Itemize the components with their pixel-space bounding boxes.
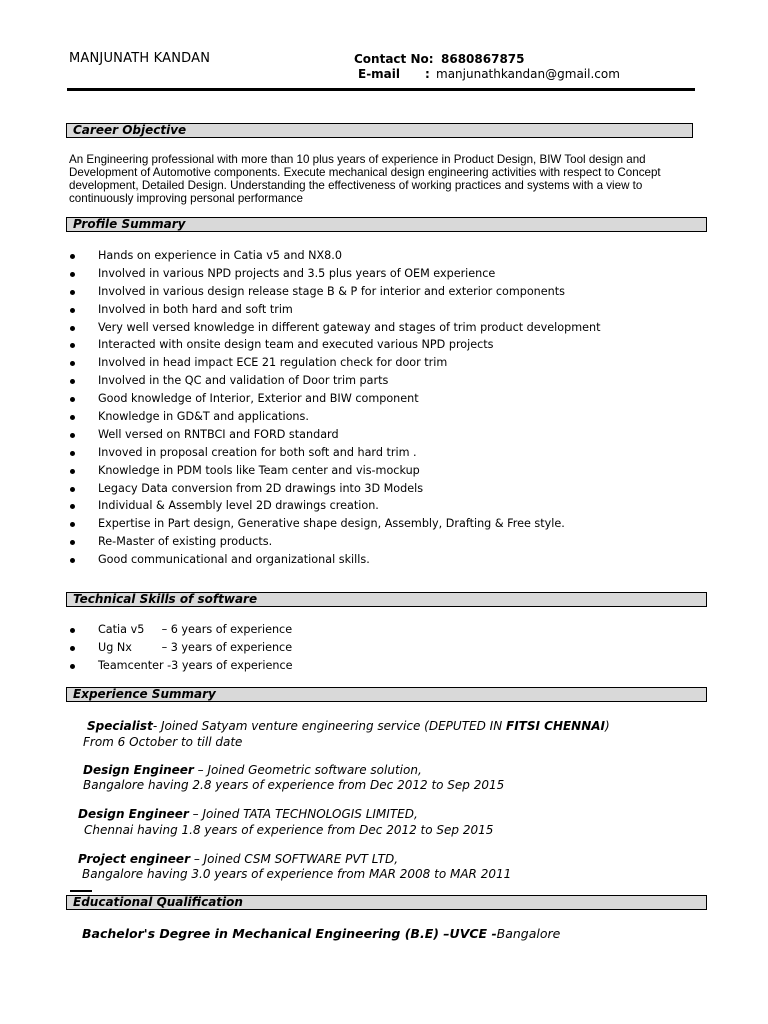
experience-3-line2: Chennai having 1.8 years of experience from Dec 2012 to Sep 2015 [84, 823, 494, 837]
list-item: Well versed on RNTBCI and FORD standard [68, 426, 600, 444]
bullet-icon [70, 361, 75, 366]
experience-1-line2: From 6 October to till date [83, 735, 243, 749]
list-item: Teamcenter -3 years of experience [68, 657, 293, 675]
bullet-icon [70, 558, 75, 563]
list-item: Involved in various NPD projects and 3.5 plus years of OEM experience [68, 265, 600, 283]
bullet-icon [70, 290, 75, 295]
list-item: Good communicational and organizational skills. [68, 551, 600, 569]
contact-label: Contact No: [354, 52, 434, 66]
experience-2-line2: Bangalore having 2.8 years of experience from Dec 2012 to Sep 2015 [83, 778, 505, 792]
bullet-icon [70, 487, 75, 492]
bullet-icon [70, 326, 75, 331]
bullet-icon [70, 415, 75, 420]
list-item: Involved in head impact ECE 21 regulation check for door trim [68, 354, 600, 372]
header-divider [67, 88, 695, 91]
list-item: Interacted with onsite design team and executed various NPD projects [68, 336, 600, 354]
list-item: Invoved in proposal creation for both soft and hard trim . [68, 444, 600, 462]
bullet-icon [70, 540, 75, 545]
list-item: Individual & Assembly level 2D drawings creation. [68, 497, 600, 515]
list-item: Expertise in Part design, Generative shape design, Assembly, Drafting & Free style. [68, 515, 600, 533]
education-heading: Educational Qualification [66, 895, 707, 910]
bullet-icon [70, 628, 75, 633]
experience-4-line2: Bangalore having 3.0 years of experience from MAR 2008 to MAR 2011 [82, 867, 512, 881]
list-item: Ug Nx – 3 years of experience [68, 639, 293, 657]
career-objective-text: An Engineering professional with more than 10 plus years of experience in Product Design, BIW Tool design and Development of Automotive components. Execute mechanical design engineering activities with respect to Concept development, Detailed Design. Understanding the effectiveness of working practices and systems with a view to continuously improving personal performance [69, 153, 661, 205]
profile-summary-list [68, 247, 600, 569]
bullet-icon [70, 379, 75, 384]
experience-2-line1: Design Engineer – Joined Geometric software solution, [83, 763, 422, 777]
list-item: Re-Master of existing products. [68, 533, 600, 551]
candidate-name: MANJUNATH KANDAN [69, 51, 211, 66]
experience-4-line1: Project engineer – Joined CSM SOFTWARE PVT LTD, [78, 852, 399, 866]
list-item: Involved in various design release stage B & P for interior and exterior components [68, 283, 600, 301]
list-item: Hands on experience in Catia v5 and NX8.0 [68, 247, 600, 265]
bullet-icon [70, 522, 75, 527]
list-item: Very well versed knowledge in different gateway and stages of trim product development [68, 319, 600, 337]
list-item: Knowledge in PDM tools like Team center and vis-mockup [68, 462, 600, 480]
bullet-icon [70, 272, 75, 277]
list-item: Involved in both hard and soft trim [68, 301, 600, 319]
experience-summary-heading: Experience Summary [66, 687, 707, 702]
email-label: E-mail [358, 67, 401, 81]
education-degree: Bachelor's Degree in Mechanical Engineering (B.E) –UVCE -Bangalore [82, 926, 561, 941]
list-item: Involved in the QC and validation of Door trim parts [68, 372, 600, 390]
bullet-icon [70, 469, 75, 474]
experience-3-line1: Design Engineer – Joined TATA TECHNOLOGIS LIMITED, [78, 807, 418, 821]
bullet-icon [70, 433, 75, 438]
list-item: Legacy Data conversion from 2D drawings into 3D Models [68, 480, 600, 498]
technical-skills-heading: Technical Skills of software [66, 592, 707, 607]
email-colon: : [425, 67, 430, 81]
list-item: Catia v5 – 6 years of experience [68, 621, 293, 639]
bullet-icon [70, 343, 75, 348]
bullet-icon [70, 308, 75, 313]
bullet-icon [70, 397, 75, 402]
career-objective-heading: Career Objective [66, 123, 693, 138]
email-address: manjunathkandan@gmail.com [436, 67, 620, 81]
list-item: Knowledge in GD&T and applications. [68, 408, 600, 426]
list-item: Good knowledge of Interior, Exterior and BIW component [68, 390, 600, 408]
bullet-icon [70, 451, 75, 456]
contact-number: 8680867875 [441, 52, 525, 66]
bullet-icon [70, 254, 75, 259]
bullet-icon [70, 664, 75, 669]
profile-summary-heading: Profile Summary [66, 217, 707, 232]
bullet-icon [70, 646, 75, 651]
experience-1-line1: Specialist- Joined Satyam venture engineering service (DEPUTED IN FITSI CHENNAI) [87, 719, 610, 733]
section-divider [70, 890, 92, 892]
bullet-icon [70, 504, 75, 509]
technical-skills-list [68, 621, 293, 675]
